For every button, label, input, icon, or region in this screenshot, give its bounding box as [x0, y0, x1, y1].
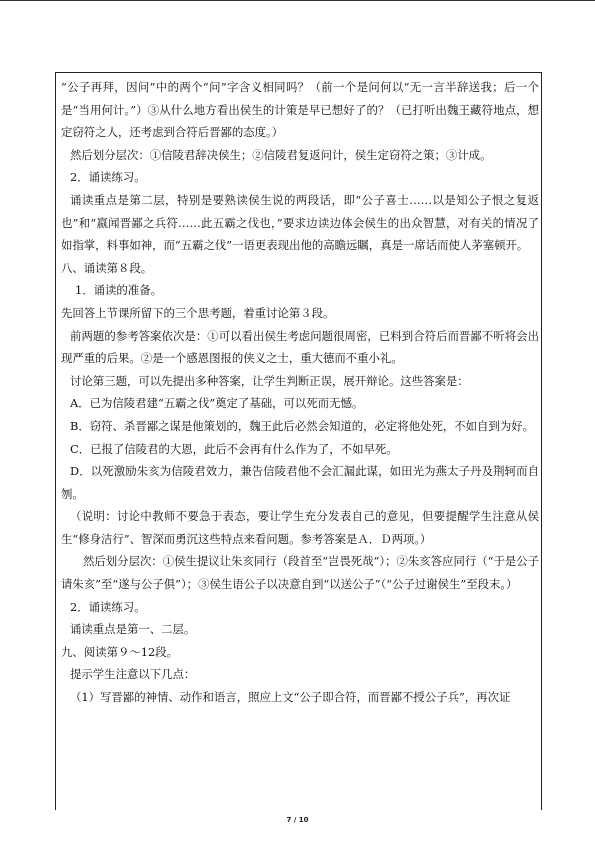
- section-heading: 九、阅读第９～12段。: [61, 644, 179, 659]
- paragraph: “公子再拜，因问”中的两个“问”字含义相同吗？（前一个是问何以“无一言半辞送我；后一个是“当用何计。”）③从什么地方看出侯生的计策是早已想好了的？（已打听出魏王藏符地点，想定窃符之人，还考虑到合符后晋鄙的态度。）: [61, 80, 539, 140]
- paragraph: 讨论第三题，可以先提出多种答案，让学生判断正误，展开辩论。这些答案是：: [70, 373, 469, 388]
- paragraph: C．已报了信陵君的大恩，此后不会再有什么作为了，不如早死。: [70, 441, 398, 456]
- paragraph: 2．诵读练习。: [70, 599, 146, 614]
- paragraph: 2．诵读练习。: [70, 170, 146, 185]
- top-rule: [0, 0, 595, 1]
- document-body: [61, 76, 539, 709]
- paragraph: 先回答上节课所留下的三个思考题，着重讨论第３段。: [61, 305, 335, 320]
- paragraph: 诵读重点是第二层，特别是要熟读侯生说的两段话，即“公子喜士……以是知公子恨之复返也”和“嬴闻晋鄙之兵符……此五霸之伐也，”要求边读边体会侯生的出众智慧，对有关的情况了如指掌，料事如神，而“五霸之伐”一语更表现出他的高瞻远瞩，真是一席话而使人茅塞顿开。: [61, 192, 539, 253]
- page-number: 7 / 10: [286, 816, 309, 824]
- paragraph: 然后划分层次：①侯生提议让朱亥同行（段首至“岂畏死哉”）；②朱亥答应同行（“于是公子请朱亥”至“遂与公子俱”）；③侯生语公子以决意自到“以送公子”（“公子过谢侯生”至段末。）: [61, 554, 540, 592]
- paragraph: （说明：讨论中教师不要急于表态，要让学生充分发表自己的意见，但要提醒学生注意从侯生“修身洁行”、智深而勇沉这些特点来看问题。参考答案是Ａ．Ｄ两项。）: [61, 509, 539, 546]
- paragraph: 诵读重点是第一、二层。: [70, 622, 196, 637]
- paragraph: 提示学生注意以下几点：: [70, 667, 196, 682]
- paragraph: B．窃符、杀晋鄙之谋是他策划的，魏王此后必然会知道的，必定将他处死，不如自到为好。: [70, 418, 534, 433]
- paragraph: 然后划分层次：①信陵君辞决侯生；②信陵君复返问计，侯生定窃符之策；③计成。: [70, 147, 492, 162]
- paragraph: 1．诵读的准备。: [75, 283, 162, 298]
- paragraph: 前两题的参考答案依次是：①可以看出侯生考虑问题很周密，已料到合符后而晋鄙不听将会出现严重的后果。②是一个感恩图报的侠义之士，重大德而不重小礼。: [61, 328, 539, 366]
- paragraph: D．以死激励朱亥为信陵君效力，兼告信陵君他不会汇漏此谋，如田光为燕太子丹及荆轲而自刎。: [61, 464, 539, 501]
- paragraph: A．已为信陵君建“五霸之伐”奠定了基础，可以死而无憾。: [70, 396, 364, 411]
- section-heading: 八、诵读第８段。: [61, 260, 153, 275]
- paragraph: （1）写晋鄙的神情、动作和语言，照应上文“公子即合符，而晋鄙不授公子兵”，再次证: [70, 690, 511, 705]
